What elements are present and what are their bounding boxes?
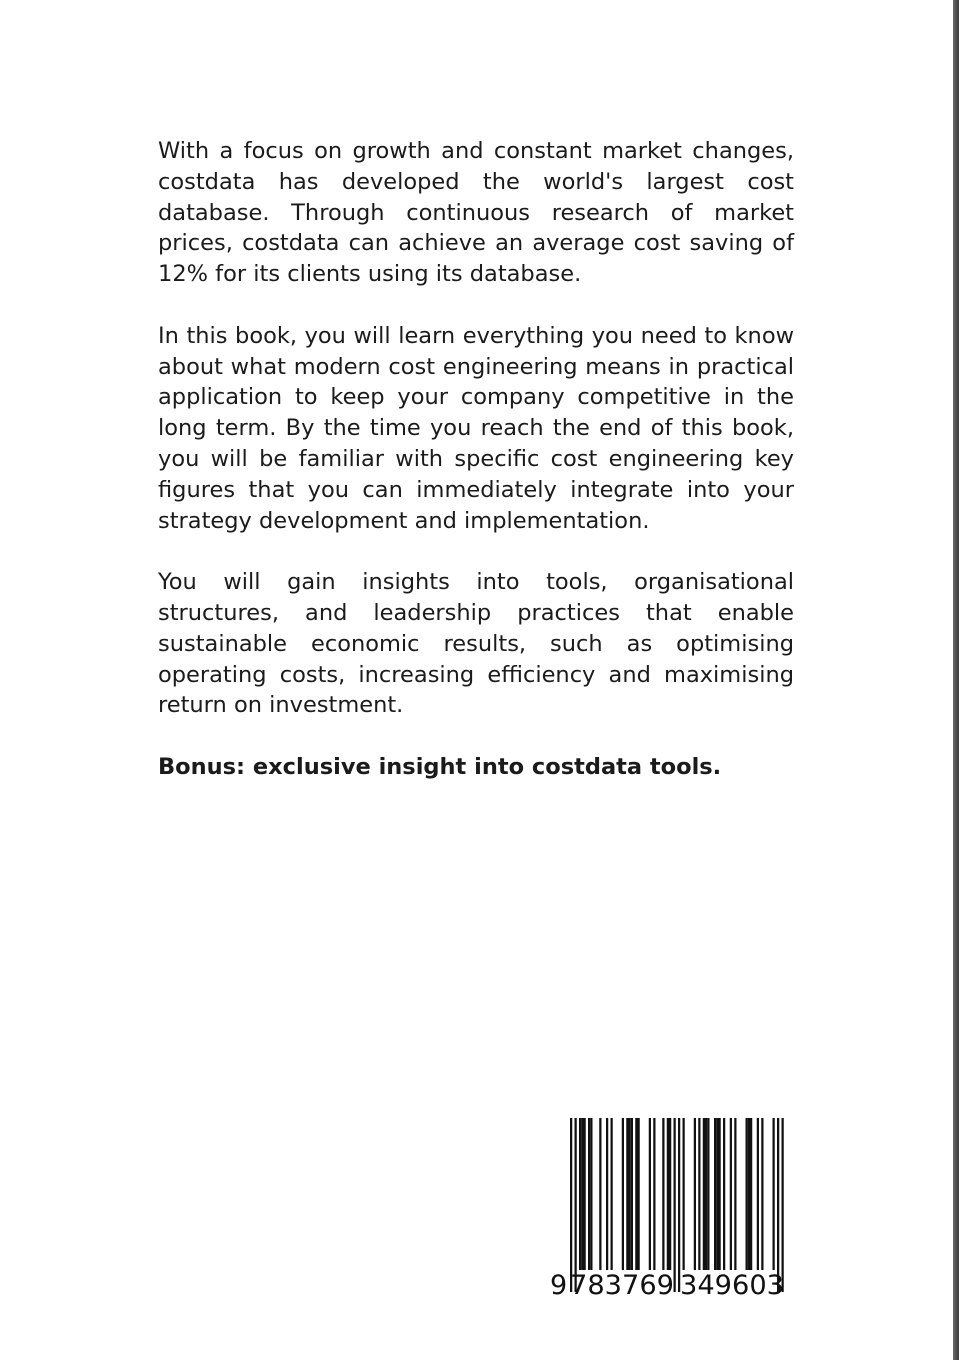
barcode-bar bbox=[761, 1118, 763, 1270]
spine-edge bbox=[953, 0, 959, 1360]
barcode-bar bbox=[730, 1118, 732, 1270]
isbn-barcode bbox=[548, 1116, 796, 1300]
blurb-paragraph-3: You will gain insights into tools, organisational structures, and leadership practices that enable sustainable economic results, such as optimising operating costs, increasing efficiency and maximising return on investment. bbox=[158, 569, 794, 719]
barcode-bar bbox=[590, 1118, 592, 1270]
barcode-bar bbox=[719, 1118, 721, 1270]
barcode-bar bbox=[581, 1118, 583, 1270]
barcode-bar bbox=[674, 1118, 676, 1292]
bonus-line: Bonus: exclusive insight into costdata tools. bbox=[158, 753, 722, 780]
barcode-bar bbox=[635, 1118, 637, 1270]
blurb-paragraph-2: In this book, you will learn everything you need to know about what modern cost engineering means in practical application to keep your company competitive in the long term. By the time you reach the end of this book, you will be familiar with specific cost engineering key figures that you can immediately integrate into your strategy development and implementation. bbox=[158, 322, 794, 534]
blurb-paragraph-1: With a focus on growth and constant market changes, costdata has developed the world's largest cost database. Through continuous research of market prices, costdata can achieve an average cost saving of 12% for its clients using its database. bbox=[158, 138, 794, 288]
barcode-bar bbox=[667, 1118, 669, 1270]
barcode-bar bbox=[669, 1118, 671, 1270]
barcode-bar bbox=[705, 1118, 707, 1270]
barcode-bar bbox=[653, 1118, 655, 1270]
barcode-bar bbox=[584, 1118, 586, 1270]
barcode-bars bbox=[570, 1118, 784, 1292]
barcode-bar bbox=[750, 1118, 752, 1270]
barcode-bar bbox=[570, 1118, 572, 1292]
barcode-bar bbox=[599, 1118, 601, 1270]
barcode-right-digits: 349603 bbox=[680, 1270, 784, 1300]
barcode-bar bbox=[748, 1118, 750, 1270]
barcode-bar bbox=[734, 1118, 736, 1270]
barcode-bar bbox=[588, 1118, 590, 1270]
barcode-bar bbox=[626, 1118, 628, 1270]
barcode-bar bbox=[746, 1118, 748, 1270]
barcode-bar bbox=[683, 1118, 685, 1270]
barcode-left-digits: 783769 bbox=[570, 1270, 674, 1300]
barcode-bar bbox=[694, 1118, 696, 1270]
barcode-graphic bbox=[548, 1116, 796, 1300]
barcode-bar bbox=[782, 1118, 784, 1292]
barcode-bar bbox=[629, 1118, 631, 1270]
barcode-bar bbox=[777, 1118, 779, 1292]
barcode-bar bbox=[649, 1118, 651, 1270]
barcode-bar bbox=[773, 1118, 775, 1270]
barcode-bar bbox=[716, 1118, 718, 1270]
barcode-bar bbox=[631, 1118, 633, 1270]
barcode-bar bbox=[622, 1118, 624, 1270]
barcode-bar bbox=[575, 1118, 577, 1292]
barcode-bar bbox=[678, 1118, 680, 1292]
barcode-bar bbox=[703, 1118, 705, 1270]
barcode-bar bbox=[662, 1118, 664, 1270]
barcode-bar bbox=[723, 1118, 725, 1270]
barcode-bar bbox=[757, 1118, 759, 1270]
barcode-bar bbox=[606, 1118, 608, 1270]
blurb-text-block bbox=[158, 136, 794, 814]
barcode-bar bbox=[611, 1118, 613, 1270]
barcode-bar bbox=[579, 1118, 581, 1270]
barcode-bar bbox=[638, 1118, 640, 1270]
barcode-bar bbox=[707, 1118, 709, 1270]
barcode-bar bbox=[698, 1118, 700, 1270]
barcode-first-digit: 9 bbox=[550, 1270, 568, 1300]
barcode-bar bbox=[714, 1118, 716, 1270]
